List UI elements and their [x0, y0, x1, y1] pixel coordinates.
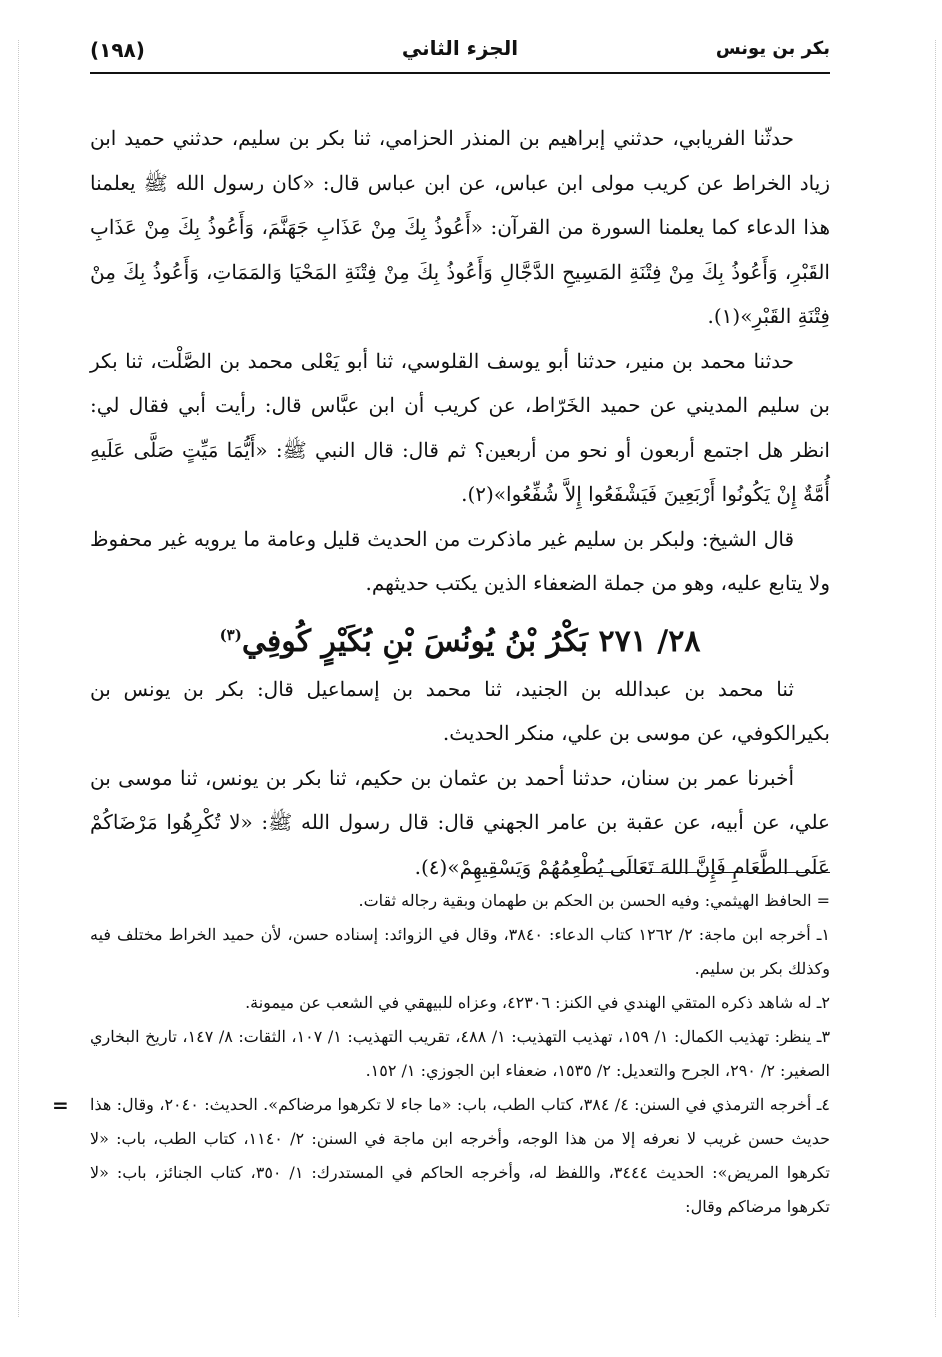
footnote-continuation: = الحافظ الهيثمي: وفيه الحسن بن الحكم بن طهمان وبقية رجاله ثقات.	[358, 891, 830, 910]
running-head-entry: بكر بن يونس	[715, 38, 830, 59]
running-head-volume: الجزء الثاني	[401, 36, 519, 60]
footnote-4-text: ٤ـ أخرجه الترمذي في السنن: ٤/ ٣٨٤، كتاب الطب، باب: «ما جاء لا تكرهوا مرضاكم». الحديث: ٢٠٤٠، وقال: هذا حديث حسن غريب لا نعرفه إلا من هذا الوجه، وأخرجه ابن ماجة في السنن: ٢/ ١١٤٠، كتاب الطب، باب: «لا تكرهوا المريض»: الحديث ٣٤٤٤، واللفظ له، وأخرجه الحاكم في المستدرك: ١/ ٣٥٠، كتاب الجنائز، باب: «لا تكرهوا مرضاكم وقال:	[90, 1095, 831, 1216]
footnote-3: ٣ـ ينظر: تهذيب الكمال: ١/ ١٥٩، تهذيب التهذيب: ١/ ٤٨٨، تقريب التهذيب: ١/ ١٠٧، الثقات: ٨/ ١٤٧، تاريخ البخاري الصغير: ٢/ ٢٩٠، الجرح والتعديل: ٢/ ١٥٣٥، ضعفاء ابن الجوزي: ١/ ١٥٢.	[90, 1027, 831, 1080]
entry-footnote-ref: (٣)	[219, 625, 242, 644]
continuation-mark: =	[52, 1093, 69, 1117]
paragraph-5: أخبرنا عمر بن سنان، حدثنا أحمد بن عثمان بن حكيم، ثنا بكر بن يونس، ثنا موسى بن علي، عن أبيه، عن عقبة بن عامر الجهني قال: قال رسول الله ﷺ: «لا تُكْرِهُوا مَرْضَاكُمْ عَلَى الطَّعَامِ فَإِنَّ اللهَ تَعَالَى يُطْعِمُهُمْ وَيَسْقِيهِمْ»(٤).	[90, 765, 830, 879]
entry-title: ٢٨/ ٢٧١ بَكْرُ بْنُ يُونُسَ بْنِ بُكَيْرٍ كُوفِي	[241, 623, 701, 659]
footnote-1: ١ـ أخرجه ابن ماجة: ٢/ ١٢٦٢ كتاب الدعاء: ٣٨٤٠، وقال في الزوائد: إسناده حسن، لأن حميد الخراط مختلف فيه وكذلك بكر بن سليم.	[90, 925, 831, 978]
footnote-2: ٢ـ له شاهد ذكره المتقي الهندي في الكنز: ٤٢٣٠٦، وعزاه للبيهقي في الشعب عن ميمونة.	[245, 993, 830, 1012]
footnote-rule	[590, 872, 830, 873]
header-rule	[90, 72, 830, 74]
entry-heading	[90, 610, 830, 667]
footnotes	[52, 884, 831, 1224]
paragraph-2: حدثنا محمد بن منير، حدثنا أبو يوسف القلوسي، ثنا أبو يَعْلى محمد بن الصَّلْت، ثنا بكر بن سليم المديني عن حميد الخَرّاط، عن كريب أن ابن عبَّاس قال: رأيت أبي فقال لي: انظر هل اجتمع أربعون أو نحو من أربعين؟ ثم قال: قال النبي ﷺ: «أَيُّمَا مَيِّتٍ صَلَّى عَلَيهِ أُمَّةٌ إِنْ يَكُونُوا أَرْبَعِينَ فَيَشْفَعُوا إِلاَّ شُفِّعُوا»(٢).	[90, 348, 830, 506]
paragraph-4: ثنا محمد بن عبدالله بن الجنيد، ثنا محمد بن إسماعيل قال: بكر بن يونس بن بكيرالكوفي، عن موسى بن علي، منكر الحديث.	[90, 676, 830, 745]
margin-dotted-line-left	[18, 40, 19, 1317]
paragraph-3: قال الشيخ: ولبكر بن سليم غير ماذكرت من الحديث قليل وعامة ما يرويه غير محفوظ ولا يتابع عليه، وهو من جملة الضعفاء الذين يكتب حديثهم.	[90, 526, 830, 595]
footnote-4	[52, 1088, 831, 1224]
page-number: (١٩٨)	[90, 38, 145, 62]
margin-dotted-line-right	[935, 40, 936, 1317]
paragraph-1: حدثّنا الفريابي، حدثني إبراهيم بن المنذر الحزامي، ثنا بكر بن سليم، حدثني حميد ابن زياد الخراط عن كريب مولى ابن عباس، عن ابن عباس قال: «كان رسول الله ﷺ يعلمنا هذا الدعاء كما يعلمنا السورة من القرآن: «أَعُوذُ بِكَ مِنْ عَذَابِ جَهَنَّمَ، وَأَعُوذُ بِكَ مِنْ عَذَابِ القَبْرِ، وَأَعُوذُ بِكَ مِنْ فِتْنَةِ المَسِيحِ الدَّجَّالِ وَأَعُوذُ بِكَ مِنْ فِتْنَةِ المَحْيَا وَالمَمَاتِ، وَأَعُوذُ بِكَ مِنْ فِتْنَةِ القَبْرِ»(١).	[90, 126, 830, 328]
page-header	[90, 34, 830, 70]
main-text	[90, 116, 830, 889]
